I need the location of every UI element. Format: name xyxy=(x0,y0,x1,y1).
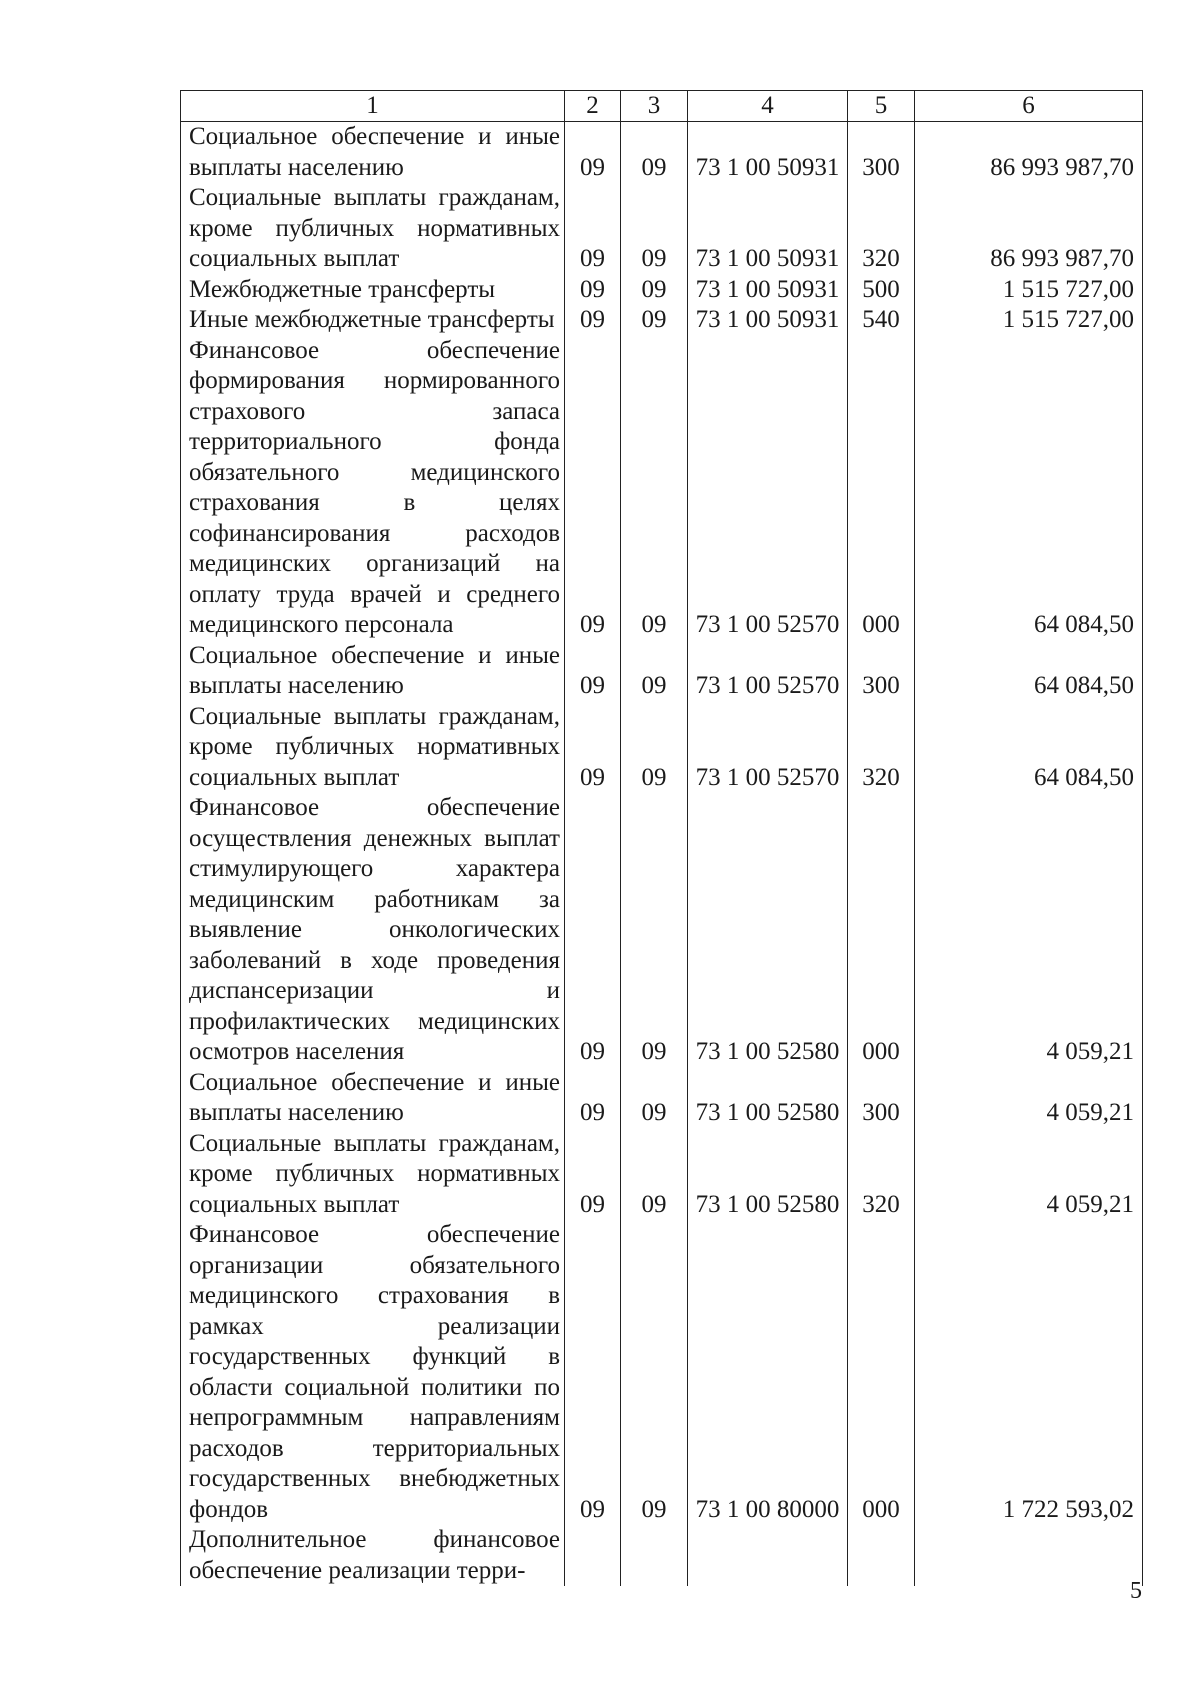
expense-type-code: 300 xyxy=(848,122,915,184)
header-col-1: 1 xyxy=(181,91,565,122)
subsection-code: 09 xyxy=(621,702,688,794)
target-article-code: 73 1 00 52580 xyxy=(688,1129,848,1221)
section-code: 09 xyxy=(565,305,621,336)
expense-type-code: 320 xyxy=(848,1129,915,1221)
table-row xyxy=(181,183,1143,275)
target-article-code: 73 1 00 52570 xyxy=(688,702,848,794)
amount: 64 084,50 xyxy=(915,336,1143,641)
header-row xyxy=(181,91,1143,122)
expense-type-code: 500 xyxy=(848,275,915,306)
amount: 86 993 987,70 xyxy=(915,122,1143,184)
expense-name: Межбюджетные трансферты xyxy=(181,275,565,306)
target-article-code: 73 1 00 50931 xyxy=(688,122,848,184)
expense-type-code: 320 xyxy=(848,183,915,275)
table-row xyxy=(181,305,1143,336)
amount xyxy=(915,1525,1143,1586)
target-article-code: 73 1 00 52570 xyxy=(688,336,848,641)
amount: 4 059,21 xyxy=(915,1068,1143,1129)
expense-type-code: 000 xyxy=(848,1220,915,1525)
table-row xyxy=(181,702,1143,794)
target-article-code: 73 1 00 80000 xyxy=(688,1220,848,1525)
subsection-code: 09 xyxy=(621,641,688,702)
section-code: 09 xyxy=(565,793,621,1068)
budget-table xyxy=(180,90,1143,1586)
subsection-code: 09 xyxy=(621,1220,688,1525)
section-code: 09 xyxy=(565,1068,621,1129)
target-article-code: 73 1 00 50931 xyxy=(688,275,848,306)
section-code: 09 xyxy=(565,183,621,275)
expense-type-code: 320 xyxy=(848,702,915,794)
header-col-4: 4 xyxy=(688,91,848,122)
subsection-code xyxy=(621,1525,688,1586)
section-code: 09 xyxy=(565,275,621,306)
amount: 64 084,50 xyxy=(915,641,1143,702)
section-code: 09 xyxy=(565,122,621,184)
expense-name: Дополнительное финансовое обеспечение реализации терри- xyxy=(181,1525,565,1586)
section-code: 09 xyxy=(565,1129,621,1221)
target-article-code xyxy=(688,1525,848,1586)
target-article-code: 73 1 00 52580 xyxy=(688,1068,848,1129)
table-row xyxy=(181,793,1143,1068)
expense-name: Социальные выплаты гражданам, кроме публичных нормативных социальных выплат xyxy=(181,1129,565,1221)
header-col-3: 3 xyxy=(621,91,688,122)
expense-name: Иные межбюджетные трансферты xyxy=(181,305,565,336)
amount: 1 515 727,00 xyxy=(915,305,1143,336)
expense-name: Финансовое обеспечение осуществления денежных выплат стимулирующего характера медицинским работникам за выявление онкологических заболеваний в ходе проведения диспансеризации и профилактических медицинских осмотров населения xyxy=(181,793,565,1068)
amount: 86 993 987,70 xyxy=(915,183,1143,275)
table-row xyxy=(181,1129,1143,1221)
amount: 1 722 593,02 xyxy=(915,1220,1143,1525)
subsection-code: 09 xyxy=(621,305,688,336)
amount: 4 059,21 xyxy=(915,793,1143,1068)
subsection-code: 09 xyxy=(621,1068,688,1129)
table-row xyxy=(181,122,1143,184)
table-row xyxy=(181,275,1143,306)
expense-type-code: 300 xyxy=(848,1068,915,1129)
expense-type-code: 540 xyxy=(848,305,915,336)
header-col-2: 2 xyxy=(565,91,621,122)
subsection-code: 09 xyxy=(621,183,688,275)
target-article-code: 73 1 00 50931 xyxy=(688,305,848,336)
target-article-code: 73 1 00 50931 xyxy=(688,183,848,275)
section-code: 09 xyxy=(565,702,621,794)
expense-name: Социальное обеспечение и иные выплаты населению xyxy=(181,122,565,184)
table-row xyxy=(181,1068,1143,1129)
table-row xyxy=(181,1220,1143,1525)
expense-name: Финансовое обеспечение формирования нормированного страхового запаса территориального фонда обязательного медицинского страхования в целях софинансирования расходов медицинских организаций на оплату труда врачей и среднего медицинского персонала xyxy=(181,336,565,641)
page-number: 5 xyxy=(1130,1578,1142,1604)
table-header xyxy=(181,91,1143,122)
table-body xyxy=(181,122,1143,1587)
header-col-5: 5 xyxy=(848,91,915,122)
table-row xyxy=(181,1525,1143,1586)
expense-type-code xyxy=(848,1525,915,1586)
amount: 1 515 727,00 xyxy=(915,275,1143,306)
section-code xyxy=(565,1525,621,1586)
expense-type-code: 300 xyxy=(848,641,915,702)
amount: 4 059,21 xyxy=(915,1129,1143,1221)
section-code: 09 xyxy=(565,641,621,702)
section-code: 09 xyxy=(565,1220,621,1525)
subsection-code: 09 xyxy=(621,275,688,306)
expense-type-code: 000 xyxy=(848,336,915,641)
expense-type-code: 000 xyxy=(848,793,915,1068)
subsection-code: 09 xyxy=(621,122,688,184)
expense-name: Финансовое обеспечение организации обязательного медицинского страхования в рамках реализации государственных функций в области социальной политики по непрограммным направлениям расходов территориальных государственных внебюджетных фондов xyxy=(181,1220,565,1525)
section-code: 09 xyxy=(565,336,621,641)
target-article-code: 73 1 00 52580 xyxy=(688,793,848,1068)
expense-name: Социальное обеспечение и иные выплаты населению xyxy=(181,641,565,702)
subsection-code: 09 xyxy=(621,1129,688,1221)
expense-name: Социальное обеспечение и иные выплаты населению xyxy=(181,1068,565,1129)
expense-name: Социальные выплаты гражданам, кроме публичных нормативных социальных выплат xyxy=(181,702,565,794)
amount: 64 084,50 xyxy=(915,702,1143,794)
table-row xyxy=(181,336,1143,641)
subsection-code: 09 xyxy=(621,336,688,641)
target-article-code: 73 1 00 52570 xyxy=(688,641,848,702)
header-col-6: 6 xyxy=(915,91,1143,122)
subsection-code: 09 xyxy=(621,793,688,1068)
expense-name: Социальные выплаты гражданам, кроме публичных нормативных социальных выплат xyxy=(181,183,565,275)
table-row xyxy=(181,641,1143,702)
